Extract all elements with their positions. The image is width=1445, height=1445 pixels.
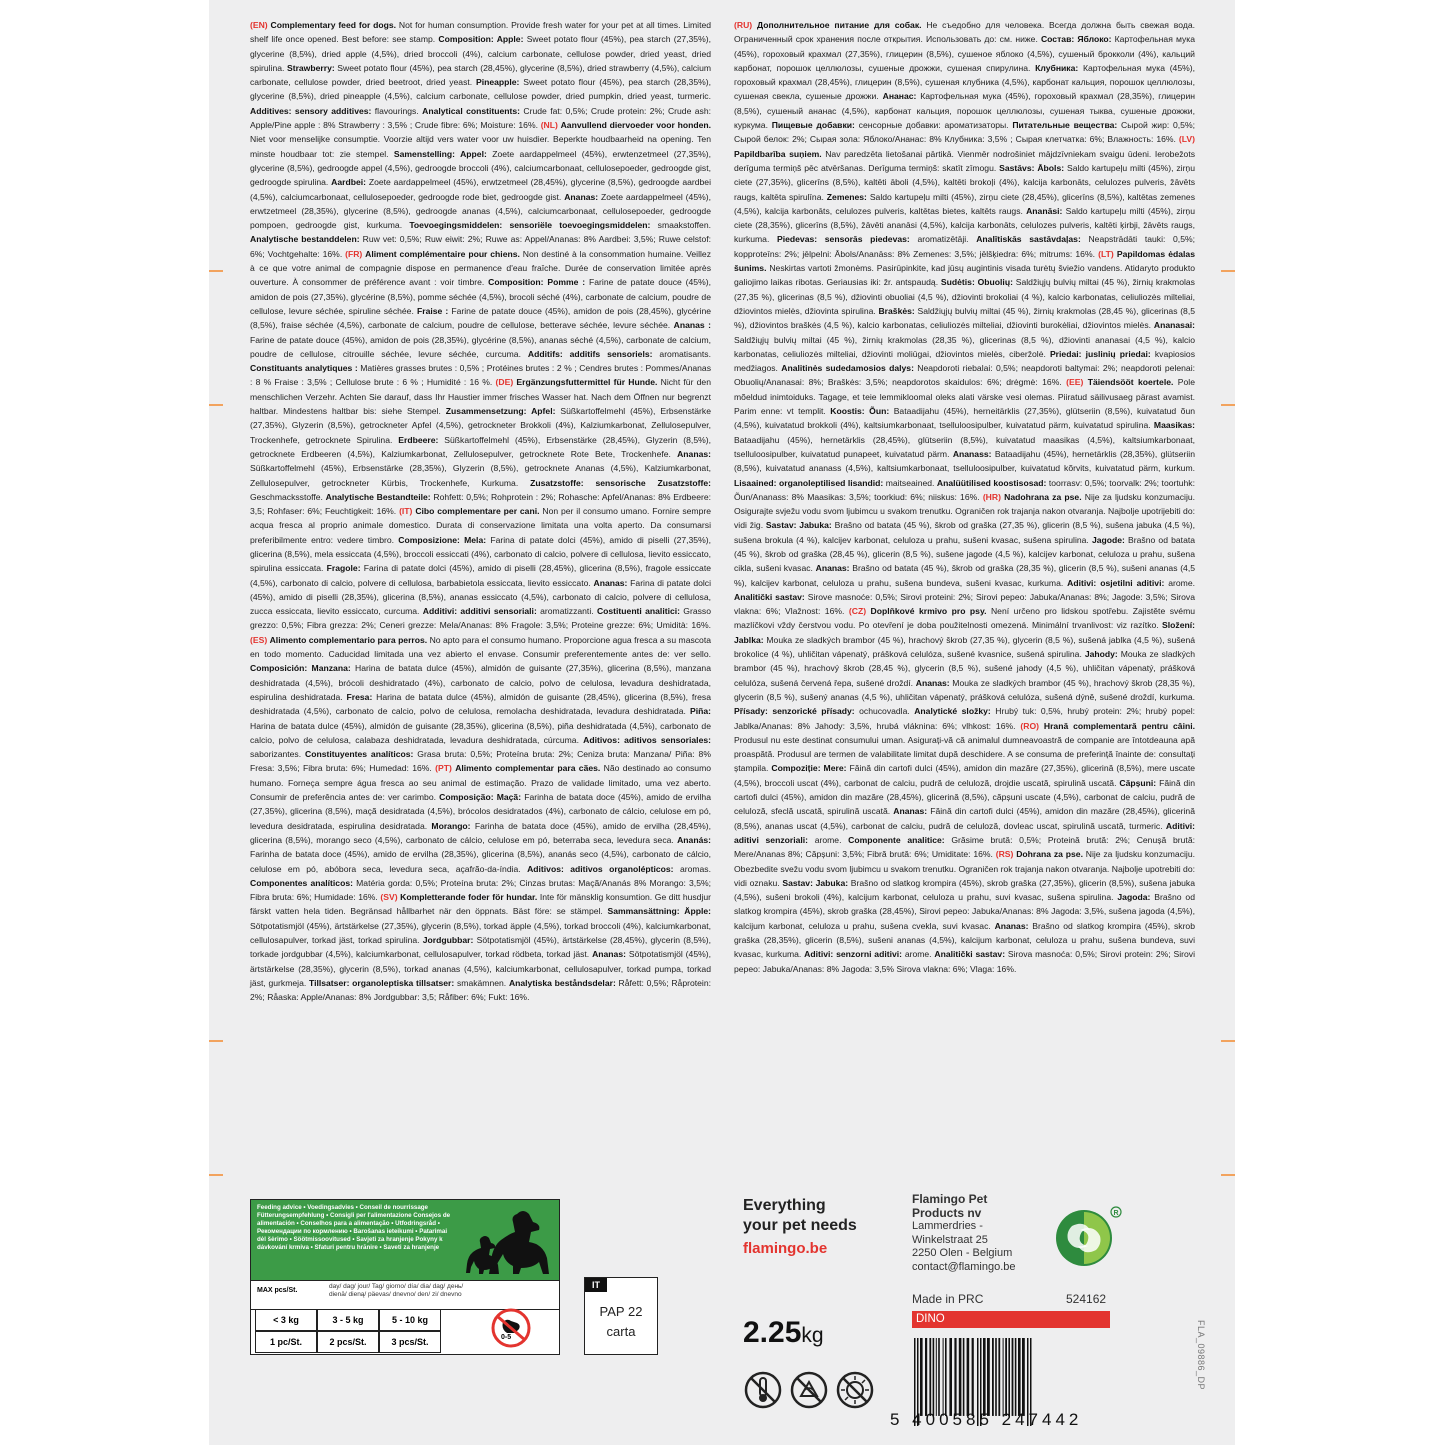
ee-pine-label: Ananass: [952,448,992,459]
company-name-2: Products nv [912,1205,982,1220]
fr-pine-label: Ananas : [673,320,712,331]
lv-intro-bold: Papildbarība suņiem. [734,148,822,159]
lv-anal-label: Analītiskās sastāvdaļas: [976,234,1081,245]
lv-pine-label: Ananāsi: [1026,205,1063,216]
lv-straw: Saldo kartupeļu milti (45%), zirņu ciete (28,45%), glicerīns (8,5%), kaltētas zemenes (4,5%), kalcija karbonāts, celulozes pulveris, kaltētas bietes, kaltēts raugs. [734,191,1195,216]
de-anal: Rohfett: 0,5%; Rohprotein : 2%; Rohasche: Apfel/Ananas: 8% Erdbeere: 3,5; Rohfaser: 6%; Feuchtigkeit: 16%. [250,491,712,517]
brand-tagline [743,1196,857,1236]
en-intro: Not for human consumption. Provide fresh water for your pet at all times. Limited shelf life once opened. Best before: see stamp. [250,20,712,45]
sv-pine: Sötpotatismjöl (45%), ärtstärkelse (28,35%), glycerin (8,5%), torkad ananas (4,5%), kalciumkarbonat, cellulosapulver, torkad pumpa, torkad jäst, gurkmeja. [250,949,711,988]
weight-value: 2.25 [743,1316,802,1349]
ru-intro: Не съедобно для человека. Всегда должна быть свежая вода. Ограниченный срок хранения после открытия. Использовать до: см. ниже. [734,20,1196,45]
hr-straw-label: Jagode: [1091,534,1125,545]
it-add: aromatizzanti. [536,606,597,617]
ru-pine: Картофельная мука (45%), гороховый крахмал (28,35%), глицерин (8,5%), сушеный ананас (4,5%), карбонат кальция, порошок целлюлозы, сушеная тыква, сушеные дрожжи, куркума. [734,91,1195,131]
ru-anal-label: Питательные вещества: [1012,120,1118,131]
ru-add-label: Пищевые добавки: [771,120,855,131]
ingredients-column-right [734,18,1195,976]
barcode-bar [943,1338,944,1416]
barcode-bar [1003,1338,1004,1416]
nl-straw: Zoete aardappelmeel (45%), erwtzetmeel (28,45%), glycerine (8,5%), gedroogde aardbei (4,5%), calciumcarbonaat, cellulosepoeder, gedroogde rode biet, gedroogde gist. [250,177,711,202]
cz-comp-label: Složení: Jablka: [734,620,1195,645]
barcode-bar [954,1338,956,1416]
ro-comp-label: Compoziție: Mere: [771,763,847,774]
lt-pine: Saldžiųjų bulvių miltai (45 %), žirnių krakmolas (28,35 %), glicerinas (8,5 %), džiovinti ananasai (4,5 %), kalcio karbonatas, celiuliozės milteliai, džiovinti moliūgai, džiovintos mielės, ciberžolė. [734,334,1195,359]
rs-intro-bold: Dohrana za pse. [1016,849,1083,860]
sv-intro-bold: Kompletterande foder för hundar. [400,892,538,903]
sv-straw: Sötpotatismjöl (45%), ärtstärkelse (28,45%), glycerin (8,5%), torkade jordgubbar (4,5%), kalciumkarbonat, cellulosapulver, torkad rödbeta, torkad jäst. [250,935,711,960]
de-anal-label: Analytische Bestandteile: [325,491,431,502]
trim-mark [209,404,223,406]
website-link[interactable]: flamingo.be [743,1240,828,1257]
rs-straw: Brašno od slatkog krompira (45%), skrob graška (28,45%), Sirovi pepeo: Jabuka/Ananas: 8% Jagoda: 3,5%, sušena jagoda (4,5%), kalcijum karbonat, celuloza u prahu, sušena cvekla, suvi kvasac. [734,892,1195,931]
lt-add: kvapiosios medžiagos. [734,348,1195,374]
ro-comp: Făină din cartofi dulci (45%), amidon din mazăre (27,35%), glicerină (8,5%), mere uscate (4,5%), broccoli uscat (4%), carbonat de calciu, pudră de celuloză, drojdie uscată, spirulină uscată. [734,763,1195,788]
barcode-bar [1008,1338,1010,1416]
it-anal: Grasso grezzo: 0,5%; Fibra grezza: 2%; Ceneri grezze: Mela/Ananas: 8% Fragole: 3,5%; Proteine grezze: 6%; Umidità: 16%. [250,606,711,631]
de-code: (DE) [495,377,514,388]
pt-straw-label: Morango: [431,820,471,831]
cz-straw: Mouka ze sladkých brambor (45 %), hrachový škrob (28,45 %), glycerin (8,5 %), sušené jahody (4,5 %), uhličitan vápenatý, prášková celulóza, sušená červená řepa, sušené droždí. [734,649,1195,688]
rs-add-label: Aditivi: senzorni aditivi: [804,949,902,960]
cz-intro-bold: Doplňkové krmivo pro psy. [870,606,987,617]
fr-intro-bold: Aliment complémentaire pour chiens. [365,248,520,259]
hr-straw: Brašno od batata (45 %), škrob od graška (28,45 %), glicerin (8,5 %), sušene jagode (4,5 %), kalcijev karbonat, celuloza u prahu, sušena cikla, sušeni kvasac. [734,534,1196,574]
es-code: (ES) [250,634,268,645]
cz-intro: Není určeno pro lidskou spotřebu. Zajistěte svému mazlíčkovi vždy čerstvou vodu. Po otevření je doba použitelnosti omezená. Minimální trvanlivost: viz razítko. [734,606,1196,631]
no-dryer-icon [789,1370,829,1410]
it-pine: Farina di patate dolci (45%), amido di piselli (28,35%), glicerina (8,5%), ananas essiccato (4,5%), carbonato di calcio, polvere di cellulosa, zucca essiccata, lievito essiccato, curcuma. [250,577,711,617]
nl-intro-bold: Aanvullend diervoeder voor honden. [560,120,711,131]
tagline-line-1: Everything [743,1197,826,1214]
barcode-bar [1015,1338,1017,1416]
lv-add-label: Piedevas: sensorās piedevas: [776,234,910,245]
cz-add-label: Přísady: senzorické přísady: [734,706,855,717]
barcode-bar [967,1338,970,1416]
de-comp-label: Zusammensetzung: Apfel: [445,406,556,417]
es-add: saborizantes. [250,749,305,760]
ru-add: сенсорные добавки: ароматизаторы. [854,120,1013,131]
ro-anal: Grăsime brută: 0,5%; Proteină brută: 2%; Cenușă brută: Mere/Ananas 8%; Căpșuni: 3,5%; Fibră brută: 6%; Umiditate: 16%. [734,834,1195,860]
lv-anal: Neapstrādāti tauki: 0,5%; kopproteīns: 2%; jēlpelni: Ābols/Ananāss: 8% Zemenes: 3,5%; jēlšķiedra: 6%; mitrums: 16%. [734,234,1195,259]
barcode-bar [1018,1338,1021,1416]
barcode-bar [945,1338,947,1416]
ingredients-column-left [250,18,711,1004]
es-pine-label: Piña: [689,706,711,717]
fr-intro: Non destiné à la consommation humaine. Veillez à ce que votre animal de compagnie dispose en permanence d'eau fraîche. Durée de conservation limitée après ouverture. À consommer de préférence avant : voir timbre. [250,248,711,288]
ro-add: arome. [808,834,849,845]
ro-straw: Făină din cartofi dulci (45%), amidon din mazăre (28,45%), glicerină (8,5%), căpșuni uscate (4,5%), carbonat de calciu, pudră de celuloză, sfeclă uscată, spirulină uscată. [734,777,1195,817]
ro-pine-label: Ananas: [893,806,928,817]
en-anal: Crude fat: 0,5%; Crude protein: 2%; Crude ash: Apple/Pine apple : 8% Strawberry : 3,5% ; Crude fibre: 6%; Moisture: 16%. [250,105,711,131]
lt-anal: Neapdoroti riebalai: 0,5%; neapdoroti baltymai: 2%; neapdoroti pelenai: Obuolių/Ananasai: 8%; Braškės: 3,5%; neapdorotos skaidulos: 6%; drėgmė: 16%. [734,363,1195,388]
product-name-bar: DINO [912,1311,1110,1328]
de-straw-label: Erdbeere: [398,434,439,445]
ee-anal-label: Analüütilised koostisosad: [936,477,1047,488]
weight-unit: kg [801,1324,824,1347]
barcode-bar [995,1338,997,1416]
recycling-code-box [584,1277,658,1355]
sv-comp: Sötpotatismjöl (45%), ärtstärkelse (27,35%), glycerin (8,5%), torkad äpple (4,5%), torkad broccoli (4%), kalciumkarbonat, cellulosapulver, torkad jäst, torkad spirulina. [250,920,711,945]
lv-straw-label: Zemenes: [826,191,867,202]
svg-text:R: R [1113,1210,1119,1217]
ee-add-label: Lisaained: organoleptilised lisandid: [734,477,884,488]
nl-add: smaakstoffen. [650,220,711,231]
nl-comp: Zoete aardappelmeel (45%), erwtenzetmeel (27,35%), glycerine (8,5%), gedroogde appel (4,5%), gedroogde broccoli (4%), calciumcarbonaat, cellulosepoeder, gedroogde gist, gedroogde spirulina. [250,148,711,188]
rs-code: (RS) [995,849,1014,860]
nl-code: (NL) [540,120,558,131]
address-line-2: Winkelstraat 25 [912,1233,988,1246]
en-straw: Sweet potato flour (45%), pea starch (28,45%), glycerine (8,5%), dried strawberry (4,5%), calcium carbonate, cellulose powder, dried beetroot, dried yeast. [250,62,712,88]
en-code: (EN) [250,20,268,30]
pieces-cell: 2 pcs/St. [317,1331,379,1353]
barcode-bar [1005,1338,1007,1416]
ee-straw: Bataadijahu (45%), hernetärklis (28,45%), glütseriin (8,5%), kuivatatud maasikas (4,5%), kaltsiumkarbonaat, tselluloosipulber, kuivatatud punapeet, kuivatatud pärm. [734,434,1195,459]
nl-straw-label: Aardbei: [331,177,366,188]
rs-intro: Nije za ljudsku konzumaciju. Obezbedite svežu vodu svom ljubimcu u svakom trenutku. Ograničen rok trajanja nakon otvaranja. Najbolje upotrebiti do: vidi oznaku. [734,849,1195,888]
feeding-title: Feeding advice • Voedingsadvies • Conseil de nourrissage Fütterungsempfehlung • Consigli per l'alimentazione Consejos de alimentación • Conselhos para a alimentação • Utfodringsråd • Рекомендации по кормлению • Barošanas ieteikumi • Patarimai dėl šėrimo • Söötmissoovitused • Savjeti za hranjenje Pokyny k dávkování krmiva • Sfaturi pentru hrănire • Saveti za hranjenje [257,1204,451,1251]
hr-pine: Brašno od batata (45 %), škrob od graška (28,35 %), glicerin (8,5 %), sušeni ananas (4,5 %), kalcijev karbonat, celuloza u prahu, sušena bundeva, sušeni kvasac, kurkuma. [734,563,1196,588]
fr-comp-label: Composition: Pomme : [488,277,586,288]
es-comp: Harina de batata dulce (45%), almidón de guisante (27,35%), glicerina (8,5%), manzana deshidratada (4,5%), brócoli deshidratado (4%), carbonato de calcio, polvo de celulosa, levadura deshidratada, espirulina deshidratada. [250,663,711,702]
nl-comp-label: Samenstelling: Appel: [393,148,487,159]
barcode-bar [972,1338,974,1416]
weight-cell: 5 - 10 kg [379,1309,441,1331]
it-straw-label: Fragole: [326,563,361,574]
ee-comp: Bataadijahu (45%), herneitärklis (27,35%), glütseriin (8,5%), kuivatatud õun (4,5%), kuivatatud brokkoli (4%), kaltsiumkarbonaat, tselluloosipulber, kuivatatud pärm, kuivatatud spirulina. [734,406,1195,431]
en-pine-label: Pineapple: [475,77,520,88]
ee-intro-bold: Täiendsööt koertele. [1087,377,1174,388]
hr-comp: Brašno od batata (45 %), škrob od graška (27,35 %), glicerin (8,5 %), sušena jabuka (4,5 %), sušena brokula (4 %), kalcijev karbonat, celuloza u prahu, sušeni kvasac, sušena spirulina. [734,520,1195,545]
rs-comp: Brašno od slatkog krompira (45%), skrob graška (27,35%), glicerin (8,5%), sušena jabuka (4,5%), sušeni brokoli (4%), kalcijum karbonat, celuloza u prahu, suvi kvasac, sušena spirulina. [734,877,1195,903]
en-comp-label: Composition: Apple: [438,34,524,45]
lv-pine: Saldo kartupeļu milti (45%), zirņu ciete (28,35%), glicerīns (8,5%), žāvēti ananāsi (4,5%), kalcija karbonāts, celulozes pulveris, kaltēti ķirbji, žāvēts raugs, kurkuma. [734,205,1195,245]
cz-anal-label: Analytické složky: [914,706,991,717]
fr-anal-label: Constituants analytiques : [250,363,358,374]
trim-mark [209,1040,223,1042]
cz-pine: Mouka ze sladkých brambor (45 %), hrachový škrob (28,35 %), glycerin (8,5 %), sušený ananas (4,5 %), uhličitan vápenatý, prášková celulóza, sušená dýně, sušené droždí, kurkuma. [734,677,1195,702]
lt-add-label: Priedai: juslinių priedai: [1049,348,1151,359]
lv-add: aromatizētāji. [909,234,977,245]
en-anal-label: Analytical constituents: [422,105,521,116]
feeding-advice-box [250,1199,560,1355]
rs-anal: Sirova masnoća: 0,5%; Sirovi protein: 2%; Sirovi pepeo: Jabuka/Ananas: 8% Jagoda: 3,5% Sirova vlakna: 6%; Vlaga: 16%. [734,949,1195,974]
cz-pine-label: Ananas: [915,677,950,688]
lt-straw: Saldžiųjų bulvių miltai (45 %), žirnių krakmolas (28,45 %), glicerinas (8,5 %), džiovintos braškės (4,5 %), kalcio karbonatas, celiuliozės milteliai, džiovinti burokėliai, džiovintos mielės. [734,305,1195,331]
ee-comp-label: Koostis: Õun: [830,406,890,417]
cz-comp: Mouka ze sladkých brambor (45 %), hrachový škrob (27,35 %), glycerin (8,5 %), sušená jablka (4,5 %), sušená brokolice (4 %), uhličitan vápenatý, prášková celulóza, sušené kvasnice, sušená spirulina. [734,634,1195,660]
company-name-1: Flamingo Pet [912,1192,988,1206]
ee-anal: toorrasv: 0,5%; toorvalk: 2%; toortuhk: Õun/Ananass: 8% Maasikas: 3,5%; toorkiud: 6%; niiskus: 16%. [734,477,1195,502]
ru-comp-label: Состав: Яблоко: [1040,34,1112,45]
fr-comp: Farine de patate douce (45%), amidon de pois (27,35%), glycérine (8,5%), pomme séchée (4,5%), brocoli séché (4%), carbonate de calcium, poudre de cellulose, levure séchée, spiruline séchée. [250,277,711,316]
no-puppy-symbol [487,1308,535,1348]
ro-anal-label: Componente analitice: [848,834,945,845]
ru-comp: Картофельная мука (45%), гороховый крахмал (27,35%), глицерин (8,5%), сушеное яблоко (4,5%), сушеный брокколи (4%), кальций карбонат, порошок целлюлозы, сушеные дрожжи, сушеная спирулина. [734,34,1196,73]
lt-pine-label: Ananasai: [1153,320,1195,331]
pt-straw: Farinha de batata doce (45%), amido de ervilha (28,45%), glicerina (8,5%), morango seco (4,5%), carbonato de cálcio, celulose em pó, beterraba seca, levedura seca. [250,820,711,845]
pt-pine: Farinha de batata doce (45%), amido de ervilha (28,35%), glicerina (8,5%), ananás seco (4,5%), carbonato de cálcio, celulose em pó, abóbora seca, levedura seca, açafrão-da-índia. [250,849,711,874]
fr-code: (FR) [345,248,363,259]
es-pine: Harina de batata dulce (45%), almidón de guisante (28,35%), glicerina (8,5%), piña deshidratada (4,5%), carbonato de calcio, polvo de celulosa, calabaza deshidratada, levadura deshidratada, cúrcuma. [250,720,711,745]
ee-add: maitseained. [883,477,937,488]
dogs-icon [447,1204,557,1278]
it-comp: Farina di patate dolci (45%), amido di piselli (27,35%), glicerina (8,5%), mela essiccata (4,5%), broccoli essiccati (4%), carbonato di calcio, polvere di cellulosa, lievito essiccato, spirulina essiccata. [250,534,711,574]
lv-code: (LV) [1178,134,1195,145]
es-add-label: Aditivos: aditivos sensoriales: [583,734,711,745]
es-anal-label: Constituyentes analíticos: [304,749,414,760]
de-pine-label: Ananas: [677,448,711,459]
feeding-header [251,1200,559,1280]
barcode-bar [949,1338,952,1416]
lt-intro-bold: Papildomas ėdalas šunims. [734,248,1195,274]
lv-comp-label: Sastāvs: Ābols: [999,162,1065,173]
rs-anal-label: Analitički sastav: [934,949,1006,960]
country-tag: IT [585,1278,607,1292]
sv-add: smakämnen. [454,977,509,988]
trim-mark [209,270,223,272]
en-add: flavourings. [371,105,423,116]
pt-pine-label: Ananás: [677,834,711,845]
trim-mark [1221,1174,1235,1176]
en-comp-apple: Sweet potato flour (45%), pea starch (27,35%), glycerine (8,5%), dried apple (4,5%), dried broccoli (4%), calcium carbonate, cellulose powder, dried yeast, dried spirulina. [250,34,711,73]
nl-intro: Niet voor menselijke consumptie. Voorzie altijd vers water voor uw huisdier. Beperkte houdbaarheid na opening. Ten minste houdbaar tot: zie stempel. [250,134,711,159]
rs-pine: Brašno od slatkog krompira (45%), skrob graška (28,35%), glicerin (8,5%), sušeni ananas (4,5%), kalcijum karbonat, celuloza u prahu, sušena bundeva, suvi kvasac, kurkuma. [734,920,1195,960]
lt-anal-label: Analitinės sudedamosios dalys: [781,363,914,374]
it-intro: Non per il consumo umano. Fornire sempre acqua fresca al proprio animale domestico. Durata di conservazione limitata una volta aperto. Da consumarsi preferibilmente entro: vedere timbro. [250,506,711,545]
lv-intro: Nav paredzēta lietošanai pārtikā. Vienmēr nodrošiniet mājdzīvniekam svaigu ūdeni. Ierobežots derīguma termiņš pēc atvēršanas. Derīguma termiņš: skatīt zīmogu. [734,148,1195,173]
recycling-code [585,1302,657,1342]
es-intro: No apto para el consumo humano. Proporcione agua fresca a su mascota en todo momento. Caducidad limitada una vez abierto el envase. Consumir preferentemente antes de: ver sello. [250,634,712,660]
cz-anal: Hrubý tuk: 0,5%, hrubý protein: 2%; hrubý popel: Jablka/Ananas: 8% Jahody: 3,5%, hrubá vláknina: 6%; vlhkost: 16%. [734,706,1196,731]
barcode-bar [959,1338,962,1416]
pt-add: aromas. [673,863,711,874]
barcode-bar [920,1338,923,1416]
feeding-max-row [251,1280,559,1310]
fr-straw: Farine de patate douce (45%), amidon de pois (28,45%), glycérine (8,5%), fraise séchée (4,5%), carbonate de calcium, poudre de cellulose, betterave séchée, levure séchée. [250,305,712,331]
lv-comp: Saldo kartupeļu milti (45%), zirņu ciete (27,35%), glicerīns (8,5%), kaltēti āboli (4,5%), kaltēti brokoļi (4%), kalcija karbonāts, celulozes pulveris, žāvēts raugs, kaltēta spirulīna. [734,162,1195,202]
hr-comp-label: Sastav: Jabuka: [765,520,832,531]
ru-straw: Картофельная мука (45%), гороховый крахмал (28,45%), глицерин (8,5%), сушеная клубника (4,5%), карбонат кальция, порошок целлюлозы, сушеная свекла, сушеные дрожжи. [734,62,1196,102]
barcode-bar [987,1338,990,1416]
de-add: Geschmacksstoffe. [250,491,326,502]
en-pine: Sweet potato flour (45%), pea starch (28,35%), glycerine (8,5%), dried pineapple (4,5%), calcium carbonate, cellulose powder, dried pumpkin, dried yeast, turmeric. [250,77,711,102]
sv-anal: Råfett: 0,5%; Råprotein: 2%; Råaska: Apple/Ananas: 8% Jordgubbar: 3,5; Råfiber: 6%; Fukt: 16%. [250,977,711,1003]
ro-pine: Făină din cartofi dulci (45%), amidon din mazăre (28,45%), glicerină (8,5%), ananas uscat (4,5%), carbonat de calciu, pudră de celuloză, dovleac uscat, spirulină uscată, turmeric. [734,806,1195,831]
sv-code: (SV) [380,892,398,903]
barcode-bar [938,1338,940,1416]
es-straw: Harina de batata dulce (45%), almidón de guisante (28,45%), glicerina (8,5%), fresa deshidratada (4,5%), carbonato de calcio, polvo de celulosa, remolacha deshidratada, levadura deshidratada. [250,691,711,717]
lt-code: (LT) [1098,248,1114,259]
no-puppy-icon [487,1312,535,1346]
hr-add: arome. [1164,577,1196,588]
lt-comp-label: Sudėtis: Obuolių: [940,277,1013,288]
trim-mark [209,1174,223,1176]
barcode-bar [998,1338,1000,1416]
net-weight [743,1316,824,1350]
side-production-code: FLA_09886_DP [1196,1320,1206,1391]
company-address [912,1193,1016,1274]
trim-mark [1221,404,1235,406]
hr-code: (HR) [982,491,1001,502]
rs-add: arome. [901,949,935,960]
de-intro: Nicht für den menschlichen Verzehr. Achten Sie darauf, dass Ihr Haustier immer frisches Wasser hat. Nach dem Öffnen nur begrenzt haltbar. Mindestens haltbar bis: siehe Stempel. [250,377,711,417]
nl-pine-label: Ananas: [564,191,599,202]
de-add-label: Zusatzstoffe: sensorische Zusatzstoffe: [530,477,711,488]
address-line-3: 2250 Olen - Belgium [912,1247,1013,1259]
ingredients-text-right [734,18,1195,976]
pt-intro: Não destinado ao consumo humano. Forneça sempre água fresca ao seu animal de estimação. Prazo de validade limitado, uma vez aberto. Consumir de preferência antes de: ver carimbo. [250,763,712,803]
fr-anal: Matières grasses brutes : 0,5% ; Protéines brutes : 2 % ; Cendres brutes : Pommes/Ananas : 8 % Fraise : 3,5% ; Cellulose brute : 6 % ; Humidité : 16 %. [250,363,711,388]
green-dot-recycle-icon [1054,1204,1122,1272]
pieces-cell: 3 pcs/St. [379,1331,441,1353]
ru-straw-label: Клубника: [1035,62,1079,73]
barcode-number: 5 400585 247442 [890,1410,1083,1429]
pt-anal: Matéria gorda: 0,5%; Proteína bruta: 2%; Cinzas brutas: Maçã/Ananás 8% Morango: 3,5%; Fibra bruta: 6%; Humidade: 16%. [250,877,711,903]
ee-intro: Pole mõeldud inimtoiduks. Tagage, et teie lemmikloomal oleks alati värske vesi olemas. Piiratud säilivusaeg pärast avamist. Parim enne: vt templit. [734,377,1195,417]
ingredients-text-left [250,18,711,1004]
ru-intro-bold: Дополнительное питание для собак. [756,20,922,30]
trim-mark [1221,1040,1235,1042]
barcode-bar [992,1338,994,1416]
barcode-bar [933,1338,935,1416]
es-anal: Grasa bruta: 0,5%; Proteína bruta: 2%; Ceniza bruta: Manzana/ Piña: 8% Fresa: 3,5%; Fibra bruta: 6%; Humedad: 16%. [250,749,711,774]
nl-pine: Zoete aardappelmeel (45%), erwtzetmeel (28,35%), glycerine (8,5%), gedroogde ananas (4,5%), calciumcarbonaat, cellulosepoeder, gedroogde pompoen, gedroogde gist, kurkuma. [250,191,711,231]
pt-code: (PT) [435,763,452,774]
hr-anal-label: Analitički sastav: [734,591,805,602]
barcode-bar [925,1338,927,1416]
per-day-text: day/ dag/ jour/ Tag/ giorno/ día/ dia/ dag/ день/ dienā/ dieną/ päevas/ dnevno/ den/ zi/ dnevno [329,1283,464,1298]
nl-anal-label: Analytische bestanddelen: [250,234,360,245]
pap-code: PAP 22 [599,1304,643,1319]
pt-intro-bold: Alimento complementar para cães. [455,763,601,774]
no-heat-icon [743,1370,783,1410]
sv-add-label: Tillsatser: organoleptiska tillsatser: [308,977,455,988]
rs-pine-label: Ananas: [994,920,1029,931]
hr-add-label: Aditivi: osjetilni aditivi: [1067,577,1165,588]
sv-intro: Inte för mänsklig konsumtion. Ge ditt husdjur färskt vatten hela tiden. Begränsad hållbarhet när den öppnats. Bäst före: se stämpel. [250,892,712,917]
it-intro-bold: Cibo complementare per cani. [415,506,540,517]
cz-add: ochucovadla. [854,706,915,717]
pt-anal-label: Componentes analíticos: [250,877,353,888]
tagline-line-2: your pet needs [743,1217,857,1234]
nl-add-label: Toevoegingsmiddelen: sensoriële toevoegingsmiddelen: [409,220,651,231]
sv-pine-label: Ananas: [592,949,626,960]
it-anal-label: Costituenti analitici: [596,606,680,617]
en-add-label: Additives: sensory additives: [250,105,372,116]
pt-add-label: Aditivos: aditivos organolépticos: [527,863,674,874]
barcode-bar [1012,1338,1014,1416]
de-straw: Süßkartoffelmehl (45%), Erbsenstärke (28,45%), Glyzerin (8,5%), getrocknete Erdbeeren (4,5%), Kalziumkarbonat, Zellulosepulver, getrocknete Rote Bete, Trockenhefe. [250,434,711,459]
ru-code: (RU) [734,20,753,30]
ee-code: (EE) [1066,377,1084,388]
en-straw-label: Strawberry: [286,62,335,73]
sv-anal-label: Analytiska beståndsdelar: [508,977,616,988]
barcode-bar [929,1338,931,1416]
ro-intro-bold: Hrană complementară pentru câini. [1043,720,1196,731]
es-intro-bold: Alimento complementario para perros. [269,634,428,645]
de-pine: Süßkartoffelmehl (45%), Erbsenstärke (28,35%), Glyzerin (8,5%), getrocknete Ananas (4,5%), Kalziumkarbonat, Zellulosepulver, getrockneter Kürbis, Trockenhefe, Kurkuma. [250,463,711,488]
ee-pine: Bataadijahu (45%), hernetärklis (28,35%), glütseriin (8,5%), kuivatatud ananass (4,5%), kaltsiumkarbonaat, tselluloosipulber, kuivatatud kõrvits, kuivatatud pärm, kurkum. [734,448,1195,474]
trim-mark [1221,270,1235,272]
hr-intro-bold: Nadohrana za pse. [1004,491,1082,502]
max-pcs-label: MAX pcs/St. [257,1287,298,1294]
barcode-bar [963,1338,965,1416]
es-comp-label: Composición: Manzana: [250,663,351,674]
hr-pine-label: Ananas: [815,563,850,574]
pap-material: carta [606,1324,636,1339]
it-comp-label: Composizione: Mela: [398,534,487,545]
fr-add: aromatisants. [652,348,711,359]
ro-add-label: Aditivi: aditivi senzoriali: [734,820,1195,845]
pt-comp: Farinha de batata doce (45%), amido de ervilha (27,35%), glicerina (8,5%), maçã desidratada (4,5%), brócolos desidratados (4%), carbonato de cálcio, celulose em pó, levedura desidratada, espirulina desidratada. [250,792,711,831]
pt-comp-label: Composição: Maçã: [439,792,522,803]
rs-straw-label: Jagoda: [1117,892,1151,903]
rs-comp-label: Sastav: Jabuka: [782,877,849,888]
lt-straw-label: Braškės: [878,305,915,316]
fr-straw-label: Fraise : [416,305,449,316]
weight-cell: 3 - 5 kg [317,1309,379,1331]
ru-pine-label: Ананас: [882,91,917,102]
barcode-bar [1022,1338,1025,1416]
hr-anal: Sirove masnoće: 0,5%; Sirovi proteini: 2%; Sirovi pepeo: Jabuka/Ananas: 8%; Jagode: 3,5%; Sirova vlakna: 6%; Vlažnost: 16%. [734,591,1195,617]
ro-straw-label: Căpșuni: [1119,777,1157,788]
it-code: (IT) [399,506,413,517]
it-straw: Farina di patate dolci (45%), amido di piselli (28,45%), glicerina (8,5%), fragole essiccate (4,5%), carbonato di calcio, polvere di cellulosa, barbabietola essiccata, lievito essiccato. [250,563,711,588]
en-intro-bold: Complementary feed for dogs. [270,20,397,30]
ru-anal: Сырой жир: 0,5%; Сырой белок: 2%; Сырая зола: Яблоко/Ананас: 8% Клубника: 3,5% ; Сырая клетчатка: 6%; Влажность: 16%. [734,120,1195,145]
weight-cell: < 3 kg [255,1309,317,1331]
age-warning-label: 0-5 [501,1334,512,1341]
fr-pine: Farine de patate douce (45%), amidon de pois (28,35%), glycérine (8,5%), ananas séché (4,5%), carbonate de calcium, poudre de cellulose, citrouille séchée, levure séchée, curcuma. [250,334,711,359]
sv-straw-label: Jordgubbar: [422,935,474,945]
de-comp: Süßkartoffelmehl (45%), Erbsenstärke (27,35%), Glyzerin (8,5%), getrockneter Apfel (4,5%), getrockneter Brokkoli (4%), Kalziumkarbonat, Zellulosepulver, Trockenhefe, getrocknete Spirulina. [250,406,711,445]
address-line-1: Lammerdries - [912,1220,983,1232]
lt-comp: Saldžiųjų bulvių miltai (45 %), žirnių krakmolas (27,35 %), glicerinas (8,5 %), džiovinti obuoliai (4,5 %), džiovinti brokoliai (4 %), kalcio karbonatas, celiuliozės milteliai, džiovintos mielės, džiovinta spirulina. [734,277,1195,316]
cz-code: (CZ) [848,606,867,617]
it-pine-label: Ananas: [593,577,628,588]
made-in-label: Made in PRC [912,1292,984,1306]
no-bleach-icon [835,1370,875,1410]
ee-straw-label: Maasikas: [1153,420,1195,431]
es-straw-label: Fresa: [346,691,373,702]
hr-intro: Nije za ljudsku konzumaciju. Osigurajte svježu vodu svom ljubimcu u svakom trenutku. Ograničen rok trajanja nakon otvaranja. Najbolje upotrijebiti do: vidi žig. [734,491,1196,531]
ro-intro: Produsul nu este destinat consumului uman. Asigurați-vă că animalul dumneavoastră de companie are întotdeauna apă proaspătă. Produsul are termen de valabilitate limitat după deschidere. A se consuma de preferință înainte de: consultați ștampila. [734,734,1195,774]
lt-intro: Neskirtas vartoti žmonėms. Pasirūpinkite, kad jūsų augintinis visada turėtų šviežio vandens. Atidaryto produkto galiojimo laikas ribotas. Geriausias iki: žr. antspaudą. [734,263,1195,288]
ro-code: (RO) [1020,720,1039,731]
company-email[interactable]: contact@flamingo.be [912,1260,1016,1273]
fr-add-label: Additifs: additifs sensoriels: [527,348,653,359]
pieces-cell: 1 pc/St. [255,1331,317,1353]
nl-anal: Ruw vet: 0,5%; Ruw eiwit: 2%; Ruwe as: Appel/Ananas: 8% Aardbei: 3,5%; Ruwe celstof: 6%; Vochtgehalte: 16%. [250,234,711,259]
article-number: 524162 [1066,1292,1107,1306]
barcode-bar [983,1338,986,1416]
de-intro-bold: Ergänzungsfuttermittel für Hunde. [516,377,658,388]
sv-comp-label: Sammansättning: Äpple: [607,906,711,917]
barcode-bar [936,1338,937,1416]
it-add-label: Additivi: additivi sensoriali: [422,606,537,617]
cz-straw-label: Jahody: [1084,649,1118,660]
